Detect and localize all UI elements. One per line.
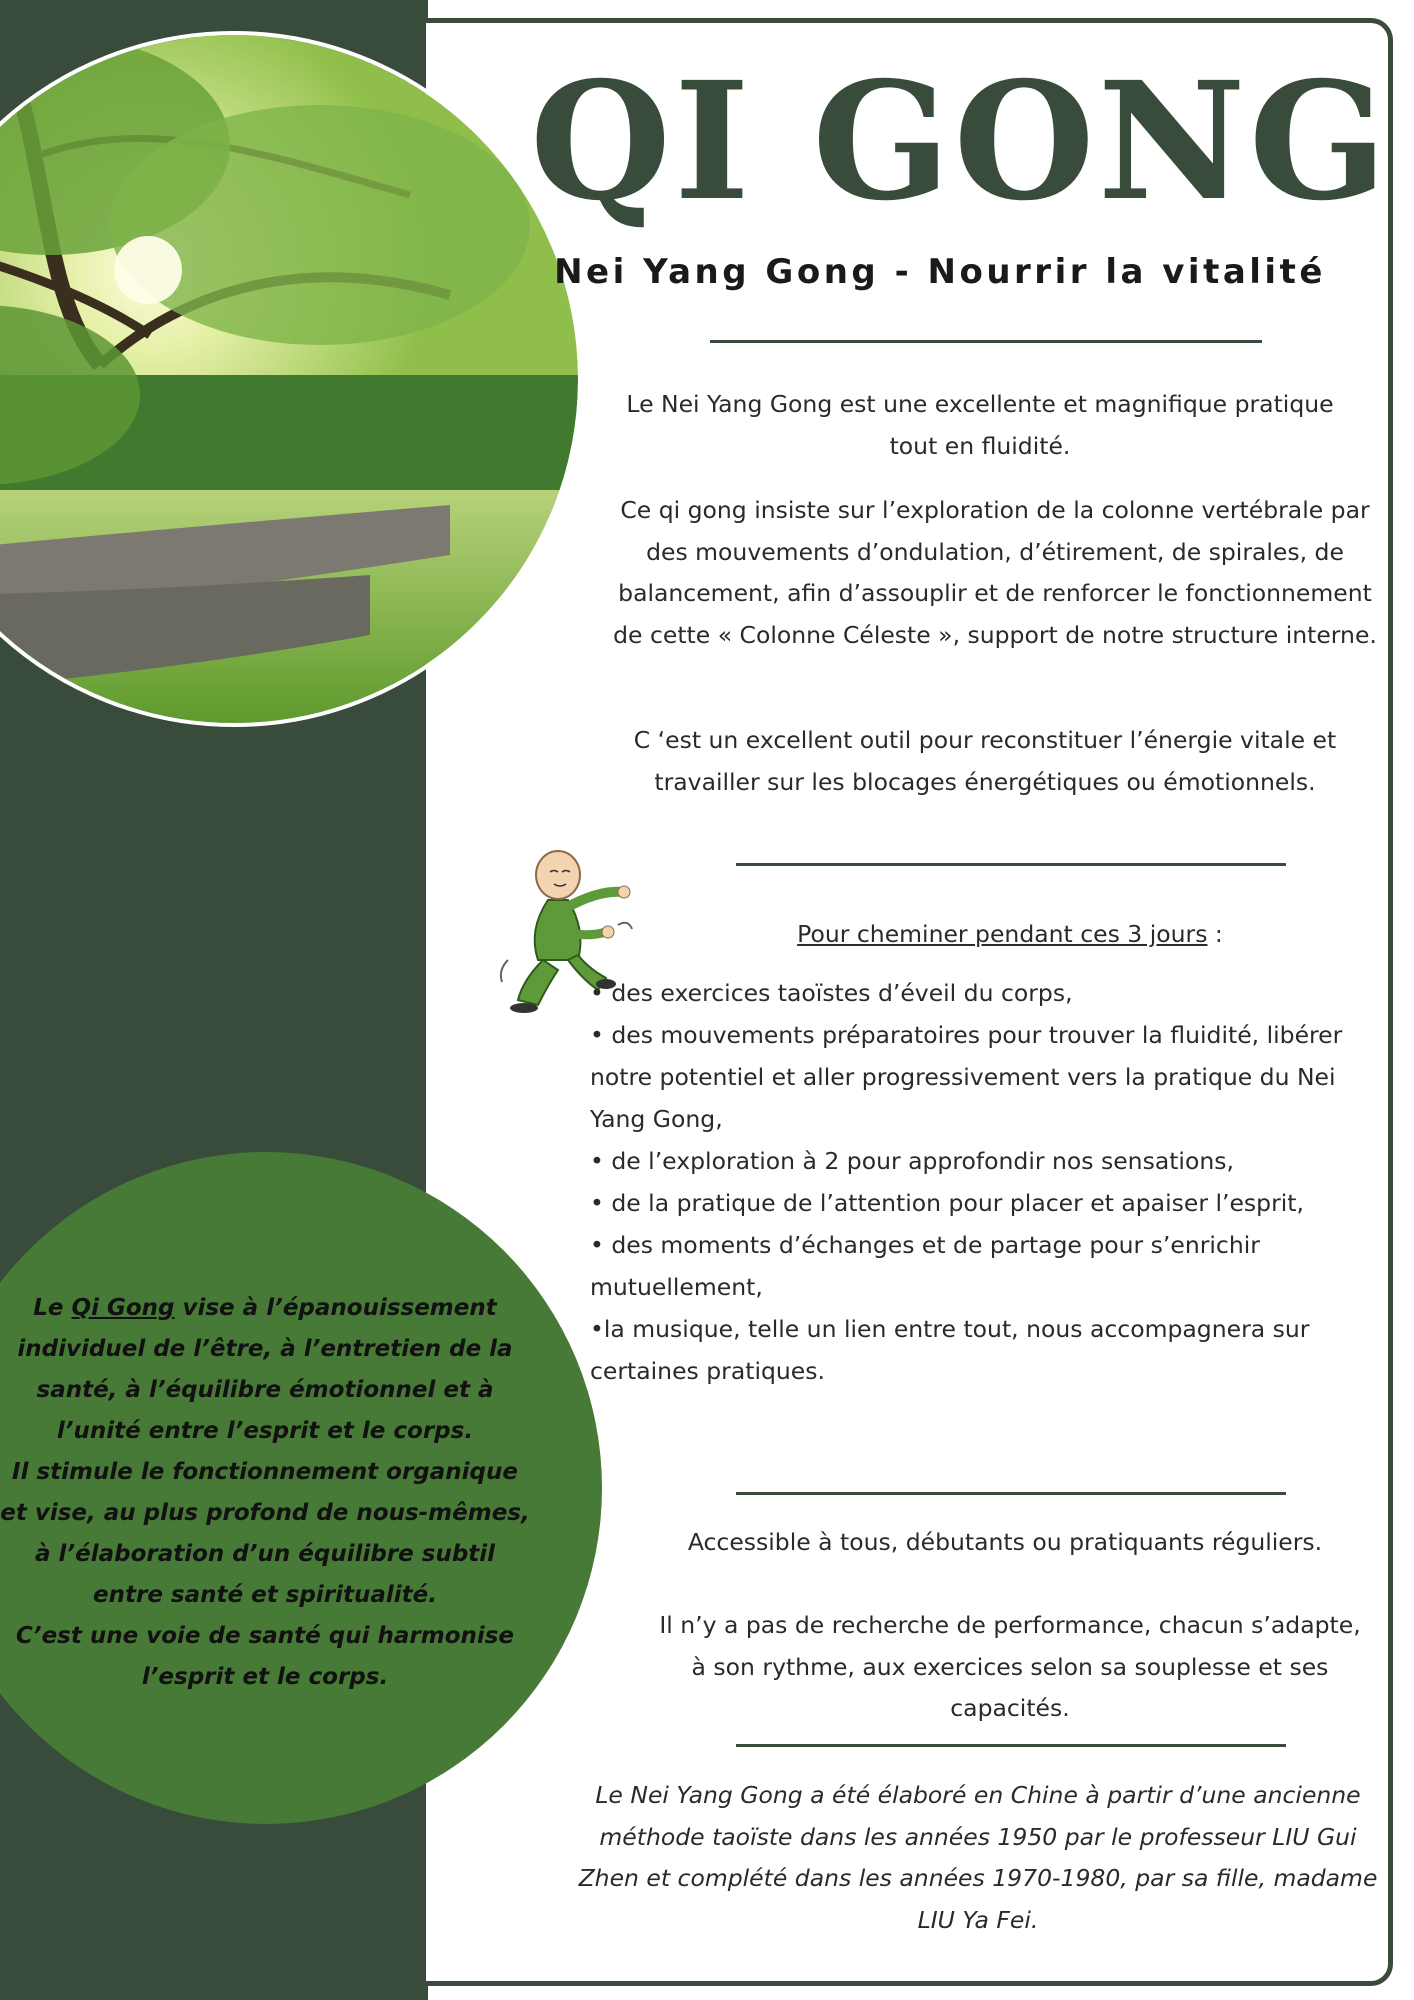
- divider-2: [736, 863, 1286, 866]
- program-heading: [700, 920, 1320, 948]
- page-subtitle: Nei Yang Gong - Nourrir la vitalité: [554, 252, 1326, 292]
- history-paragraph: Le Nei Yang Gong a été élaboré en Chine à partir d’une ancienne méthode taoïste dans les années 1950 par le professeur LIU Gui Zhen et complété dans les années 1970-1980, par sa fille, madame LIU Ya Fei.: [578, 1781, 1378, 1934]
- access-line-1: Accessible à tous, débutants ou pratiquants réguliers.: [687, 1528, 1323, 1556]
- access-line-2: Il n’y a pas de recherche de performance, chacun s’adapte, à son rythme, aux exercices selon sa souplesse et ses capacités.: [659, 1611, 1361, 1722]
- quote-paragraph-1: [0, 1288, 530, 1452]
- program-heading-suffix: :: [1207, 920, 1223, 948]
- list-item: • des exercices taoïstes d’éveil du corps,: [590, 979, 1073, 1007]
- quote-prefix: Le: [33, 1295, 72, 1321]
- list-item: • de l’exploration à 2 pour approfondir nos sensations,: [590, 1147, 1234, 1175]
- divider-3: [736, 1492, 1286, 1495]
- page-title: QI GONG: [529, 47, 1391, 237]
- list-item: • des moments d’échanges et de partage pour s’enrichir mutuellement,: [590, 1231, 1260, 1301]
- quote-paragraph-2: Il stimule le fonctionnement organique et vise, au plus profond de nous-mêmes, à l’élaboration d’un équilibre subtil entre santé et spiritualité.: [0, 1459, 530, 1608]
- qigong-underlined-term: Qi Gong: [71, 1295, 175, 1321]
- list-item: •la musique, telle un lien entre tout, nous accompagnera sur certaines pratiques.: [590, 1315, 1310, 1385]
- qigong-quote: [0, 1288, 530, 1698]
- quote-paragraph-3: C’est une voie de santé qui harmonise l’esprit et le corps.: [15, 1623, 515, 1690]
- divider-1: [710, 340, 1262, 343]
- intro-paragraph-2: Ce qi gong insiste sur l’exploration de la colonne vertébrale par des mouvements d’ondulation, d’étirement, de spirales, de balancement, afin d’assouplir et de renforcer le fonctionnement de cette « Colonne Céleste », support de notre structure interne.: [613, 496, 1377, 649]
- program-heading-text: Pour cheminer pendant ces 3 jours: [797, 920, 1208, 948]
- list-item: • des mouvements préparatoires pour trouver la fluidité, libérer notre potentiel et aller progressivement vers la pratique du Nei Yang Gong,: [590, 1021, 1343, 1133]
- program-list: [590, 972, 1390, 1392]
- intro-paragraph-3: C ‘est un excellent outil pour reconstituer l’énergie vitale et travailler sur les blocages énergétiques ou émotionnels.: [633, 726, 1337, 796]
- intro-paragraph-1: Le Nei Yang Gong est une excellente et magnifique pratique tout en fluidité.: [626, 390, 1334, 460]
- quote-rest: vise à l’épanouissement individuel de l’être, à l’entretien de la santé, à l’équilibre émotionnel et à l’unité entre l’esprit et le corps.: [17, 1295, 513, 1444]
- divider-4: [736, 1744, 1286, 1747]
- list-item: • de la pratique de l’attention pour placer et apaiser l’esprit,: [590, 1189, 1304, 1217]
